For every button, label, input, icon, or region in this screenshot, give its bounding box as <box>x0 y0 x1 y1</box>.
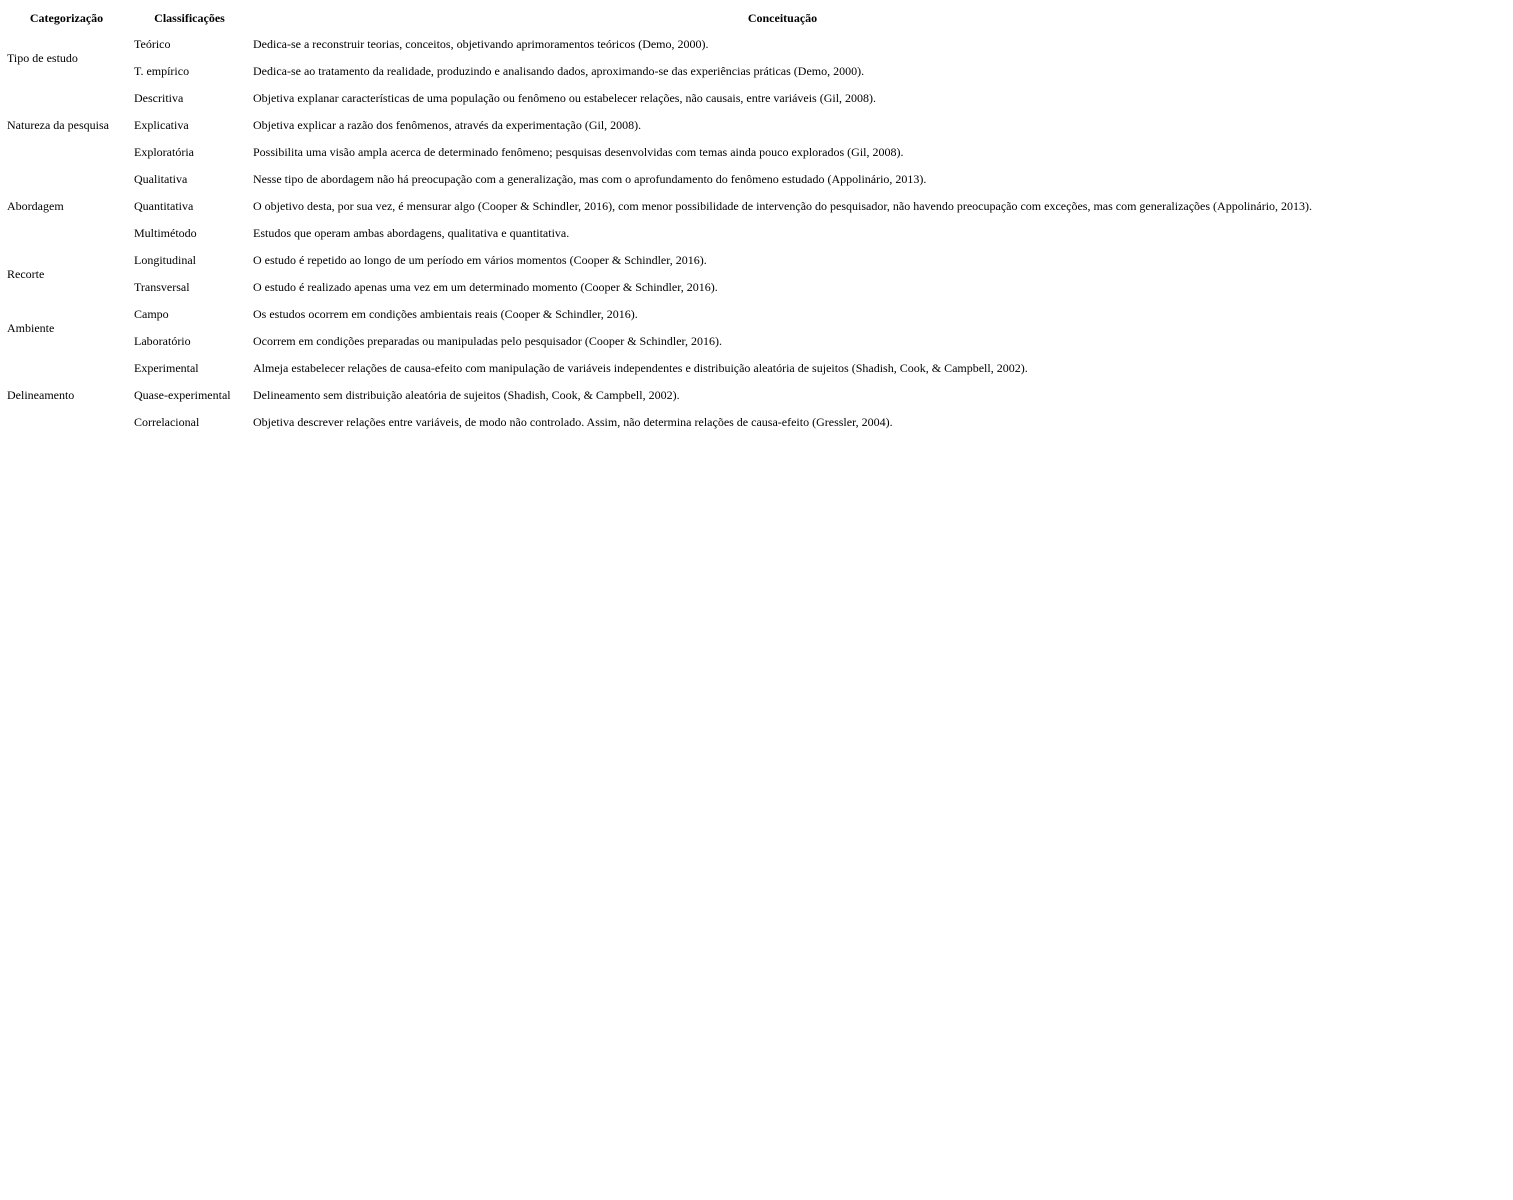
classification-cell: Correlacional <box>134 415 200 429</box>
header-conceituacao: Conceituação <box>747 10 818 25</box>
table-row <box>3 58 1316 85</box>
concept-cell: O objetivo desta, por sua vez, é mensurar algo (Cooper & Schindler, 2016), com menor possibilidade de intervenção do pesquisador, não havendo preocupação com exceções, mas com generalizações (Appolinário, 2013). <box>253 199 1313 213</box>
table-row <box>3 220 1316 247</box>
classification-cell: Teórico <box>134 37 171 51</box>
concept-cell: Objetiva descrever relações entre variáveis, de modo não controlado. Assim, não determina relações de causa-efeito (Gressler, 2004). <box>253 415 893 429</box>
concept-cell: Objetiva explicar a razão dos fenômenos, através da experimentação (Gil, 2008). <box>253 118 642 132</box>
table-row <box>3 139 1316 166</box>
concept-cell: O estudo é realizado apenas uma vez em um determinado momento (Cooper & Schindler, 2016). <box>253 280 718 294</box>
table-row <box>3 193 1316 220</box>
table-row <box>3 301 1316 328</box>
table-row <box>3 328 1316 355</box>
concept-cell: O estudo é repetido ao longo de um período em vários momentos (Cooper & Schindler, 2016). <box>253 253 707 267</box>
classification-cell: Campo <box>134 307 169 321</box>
table-body <box>3 31 1316 436</box>
concept-cell: Dedica-se ao tratamento da realidade, produzindo e analisando dados, aproximando-se das experiências práticas (Demo, 2000). <box>253 64 865 78</box>
table-row <box>3 409 1316 436</box>
classification-cell: Descritiva <box>134 91 184 105</box>
research-classification-table <box>3 5 1316 436</box>
classification-cell: Longitudinal <box>134 253 196 267</box>
category-cell: Abordagem <box>7 199 64 213</box>
concept-cell: Dedica-se a reconstruir teorias, conceitos, objetivando aprimoramentos teóricos (Demo, 2000). <box>253 37 709 51</box>
concept-cell: Objetiva explanar características de uma população ou fenômeno ou estabelecer relações, não causais, entre variáveis (Gil, 2008). <box>253 91 877 105</box>
classification-cell: Multimétodo <box>134 226 197 240</box>
concept-cell: Os estudos ocorrem em condições ambientais reais (Cooper & Schindler, 2016). <box>253 307 638 321</box>
classification-cell: Explicativa <box>134 118 189 132</box>
category-cell: Recorte <box>7 266 45 281</box>
classification-cell: T. empírico <box>134 64 190 78</box>
table-row <box>3 247 1316 274</box>
classification-cell: Quantitativa <box>134 199 194 213</box>
table-row <box>3 166 1316 193</box>
classification-cell: Transversal <box>134 280 190 294</box>
table-row <box>3 274 1316 301</box>
table-row <box>3 85 1316 112</box>
category-cell: Ambiente <box>7 320 55 335</box>
concept-cell: Estudos que operam ambas abordagens, qualitativa e quantitativa. <box>253 226 570 240</box>
table-row <box>3 382 1316 409</box>
table-row <box>3 31 1316 58</box>
classification-cell: Exploratória <box>134 145 194 159</box>
concept-cell: Ocorrem em condições preparadas ou manipuladas pelo pesquisador (Cooper & Schindler, 2016). <box>253 334 723 348</box>
concept-cell: Nesse tipo de abordagem não há preocupação com a generalização, mas com o aprofundamento do fenômeno estudado (Appolinário, 2013). <box>253 172 927 186</box>
concept-cell: Delineamento sem distribuição aleatória de sujeitos (Shadish, Cook, & Campbell, 2002). <box>253 388 680 402</box>
header-classificacoes: Classificações <box>154 10 225 25</box>
table-row <box>3 355 1316 382</box>
header-row <box>3 5 1316 31</box>
concept-cell: Almeja estabelecer relações de causa-efeito com manipulação de variáveis independentes e distribuição aleatória de sujeitos (Shadish, Cook, & Campbell, 2002). <box>253 361 1028 375</box>
classification-cell: Qualitativa <box>134 172 188 186</box>
category-cell: Delineamento <box>7 388 75 402</box>
classification-cell: Quase-experimental <box>134 388 231 402</box>
category-cell: Tipo de estudo <box>7 50 78 65</box>
category-cell: Natureza da pesquisa <box>7 118 109 132</box>
classification-cell: Laboratório <box>134 334 191 348</box>
classification-cell: Experimental <box>134 361 199 375</box>
header-categorizacao: Categorização <box>29 10 104 25</box>
table-row <box>3 112 1316 139</box>
concept-cell: Possibilita uma visão ampla acerca de determinado fenômeno; pesquisas desenvolvidas com temas ainda pouco explorados (Gil, 2008). <box>253 145 904 159</box>
